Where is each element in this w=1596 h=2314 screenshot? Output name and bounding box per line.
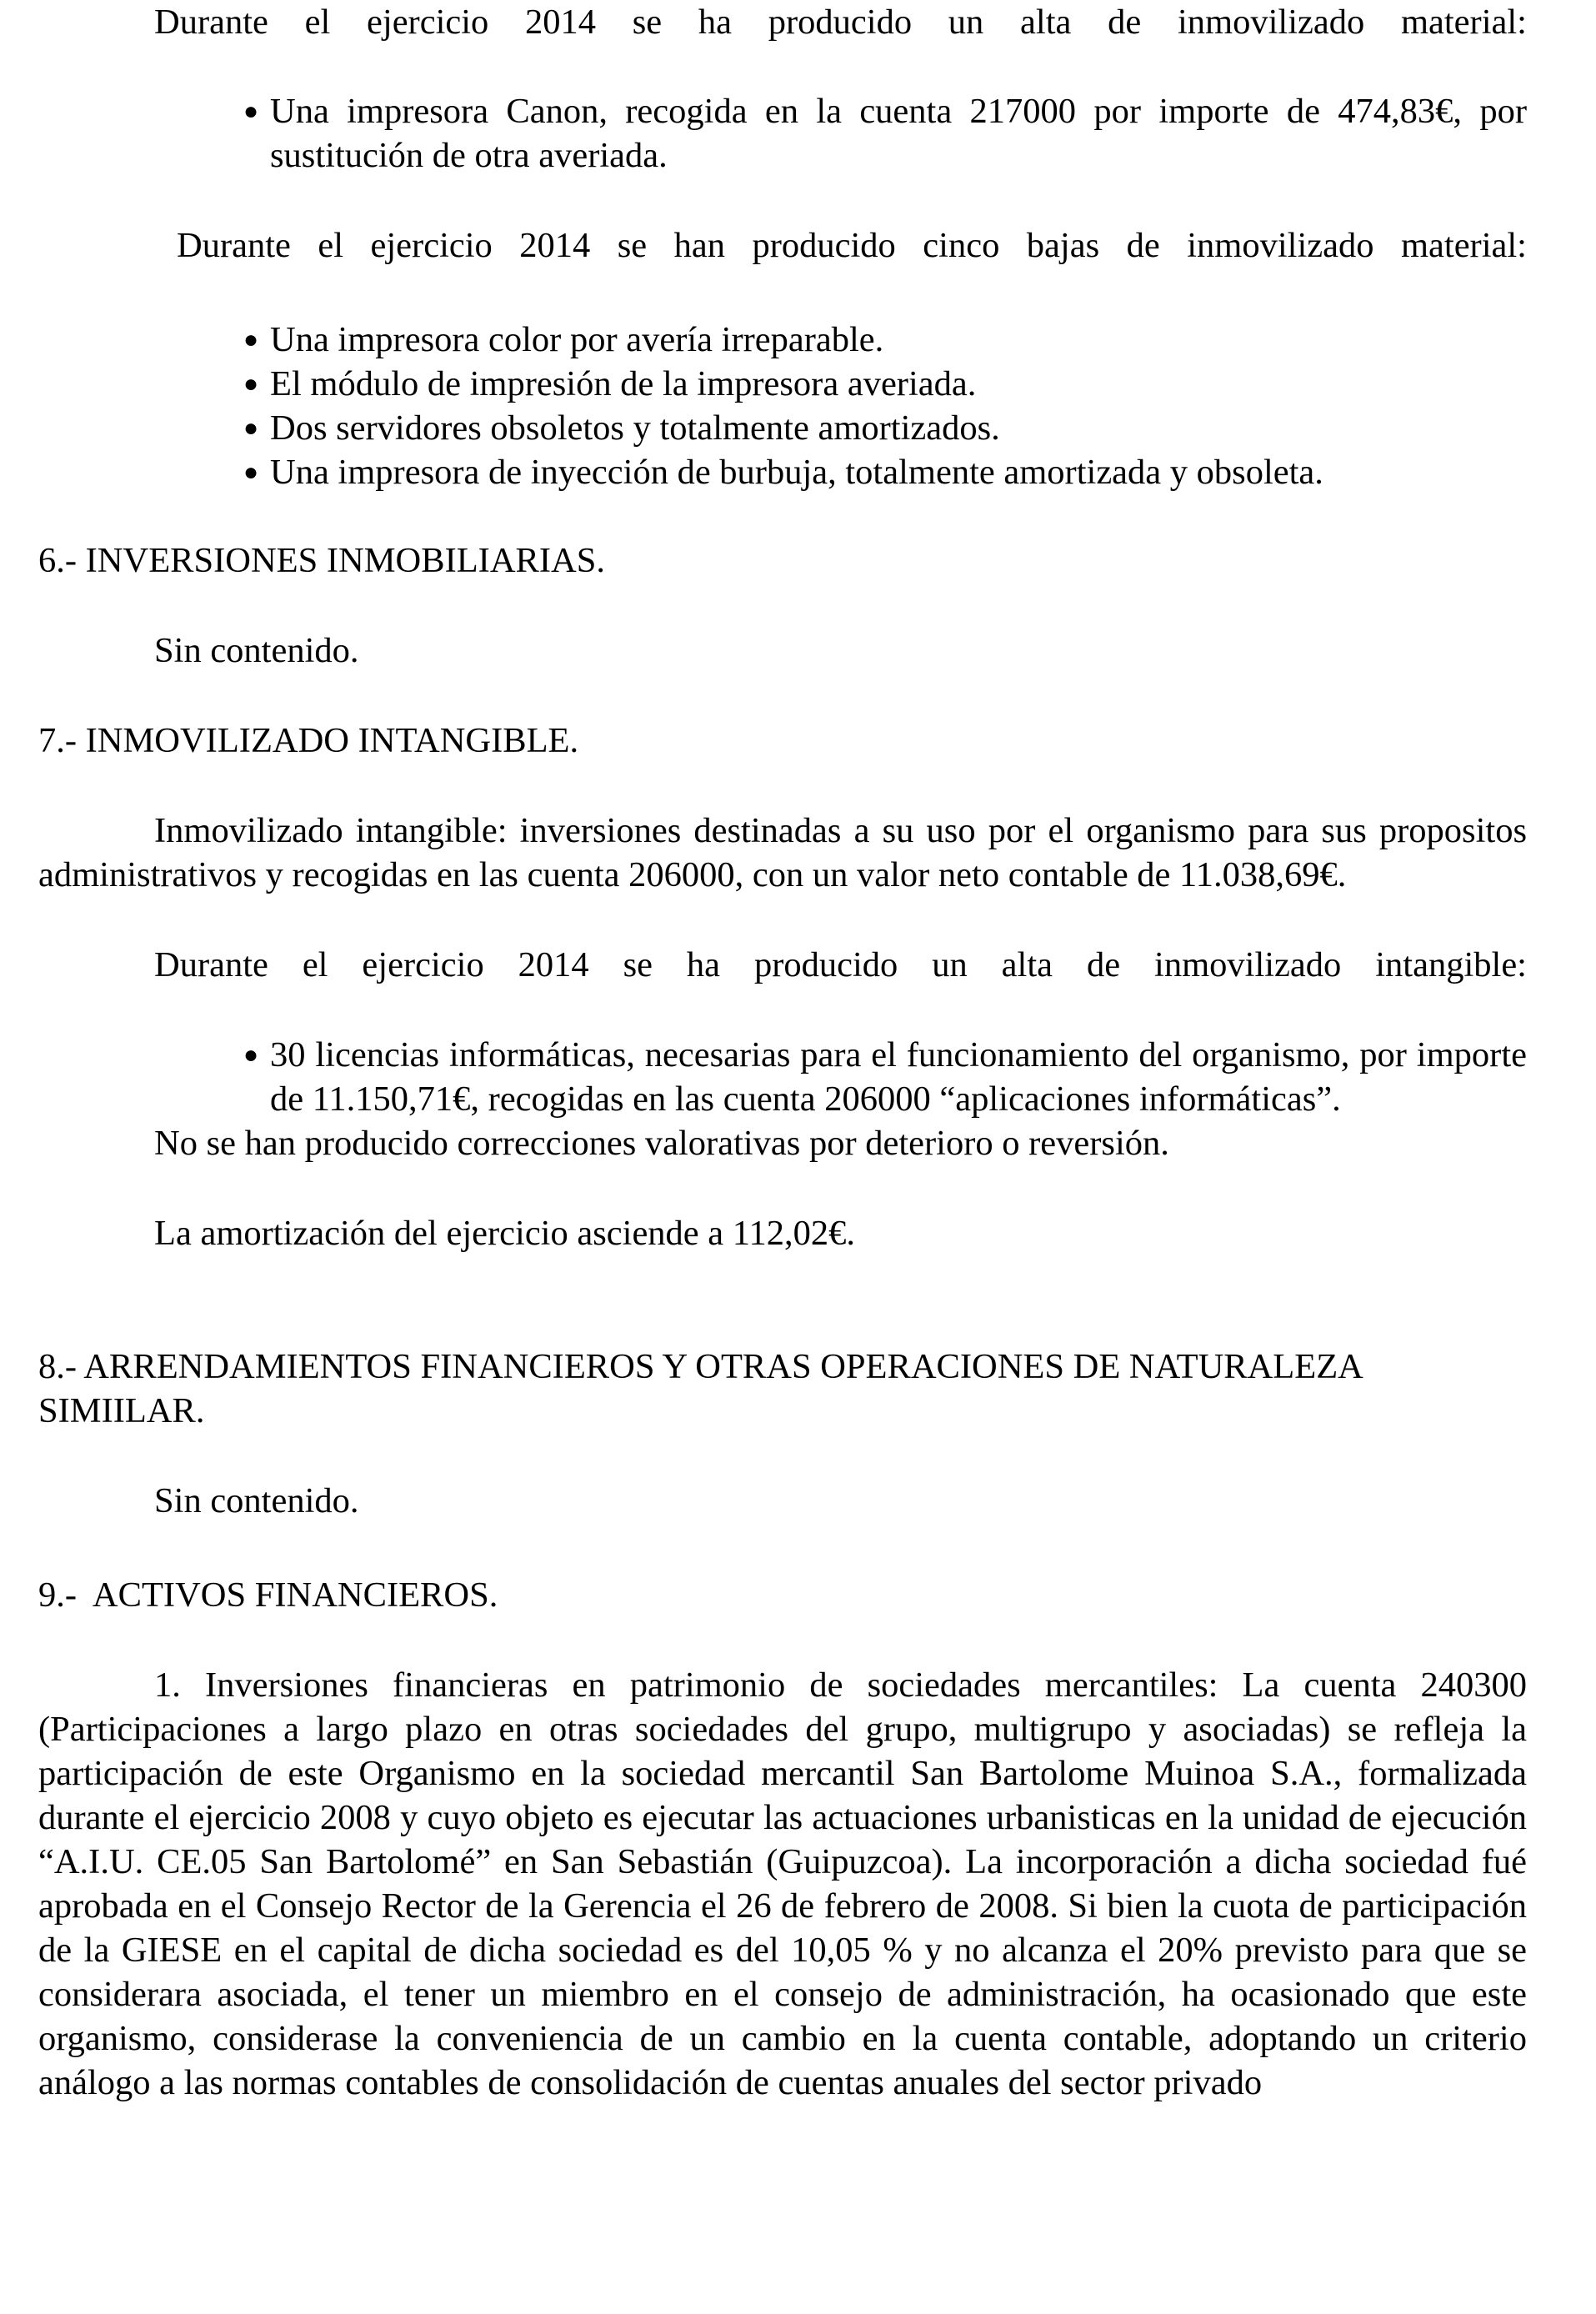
bullet-icon: ● — [243, 458, 259, 486]
section-7-title: 7.- INMOVILIZADO INTANGIBLE. — [38, 721, 579, 760]
bullet-icon: ● — [243, 370, 259, 398]
list-item: ● Una impresora color por avería irreparable. — [38, 318, 1527, 362]
section-7-paragraph-4: La amortización del ejercicio asciende a 112,02€. — [154, 1214, 855, 1253]
alta-intangible-list — [38, 1033, 1527, 1121]
bullet-icon: ● — [243, 1041, 259, 1069]
bullet-icon: ● — [243, 326, 259, 353]
list-item: ● Dos servidores obsoletos y totalmente amortizados. — [38, 406, 1527, 450]
section-6-body: Sin contenido. — [154, 631, 359, 670]
list-item: ● El módulo de impresión de la impresora averiada. — [38, 362, 1527, 406]
section-9-title: 9.- ACTIVOS FINANCIEROS. — [38, 1575, 498, 1615]
paragraph-alta-material: Durante el ejercicio 2014 se ha producido un alta de inmovilizado material: — [154, 3, 1527, 42]
list-item: ● Una impresora Canon, recogida en la cuenta 217000 por importe de 474,83€, por sustitución de otra averiada. — [38, 89, 1527, 178]
document-page — [38, 0, 1527, 2105]
list-item: ● Una impresora de inyección de burbuja, totalmente amortizada y obsoleta. — [38, 450, 1527, 494]
section-7-paragraph-1: Inmovilizado intangible: inversiones destinadas a su uso por el organismo para sus propositos administrativos y recogidas en las cuenta 206000, con un valor neto contable de 11.038,69€. — [38, 811, 1527, 894]
alta-material-list — [38, 89, 1527, 178]
section-7-paragraph-2: Durante el ejercicio 2014 se ha producido un alta de inmovilizado intangible: — [154, 945, 1527, 984]
section-8-title: 8.- ARRENDAMIENTOS FINANCIEROS Y OTRAS OPERACIONES DE NATURALEZA SIMIILAR. — [38, 1347, 1362, 1430]
section-8-body: Sin contenido. — [154, 1481, 359, 1520]
bullet-icon: ● — [243, 414, 259, 442]
bajas-material-list — [38, 318, 1527, 494]
section-6-title: 6.- INVERSIONES INMOBILIARIAS. — [38, 541, 605, 580]
section-9-paragraph-1: 1. Inversiones financieras en patrimonio de sociedades mercantiles: La cuenta 240300 (Participaciones a largo plazo en otras sociedades del grupo, multigrupo y asociadas) se refleja la participación de este Organismo en la sociedad mercantil San Bartolome Muinoa S.A., formalizada durante el ejercicio 2008 y cuyo objeto es ejecutar las actuaciones urbanisticas en la unidad de ejecución “A.I.U. CE.05 San Bartolomé” en San Sebastián (Guipuzcoa). La incorporación a dicha sociedad fué aprobada en el Consejo Rector de la Gerencia el 26 de febrero de 2008. Si bien la cuota de participación de la GIESE en el capital de dicha sociedad es del 10,05 % y no alcanza el 20% previsto para que se considerara asociada, el tener un miembro en el consejo de administración, ha ocasionado que este organismo, considerase la conveniencia de un cambio en la cuenta contable, adoptando un criterio análogo a las normas contables de consolidación de cuentas anuales del sector privado — [38, 1665, 1527, 2102]
list-item: ● 30 licencias informáticas, necesarias para el funcionamiento del organismo, por importe de 11.150,71€, recogidas en las cuenta 206000 “aplicaciones informáticas”. — [38, 1033, 1527, 1121]
section-7-paragraph-3: No se han producido correcciones valorativas por deterioro o reversión. — [154, 1124, 1169, 1163]
bullet-icon: ● — [243, 98, 259, 125]
paragraph-bajas-material: Durante el ejercicio 2014 se han producido cinco bajas de inmovilizado material: — [177, 226, 1527, 265]
